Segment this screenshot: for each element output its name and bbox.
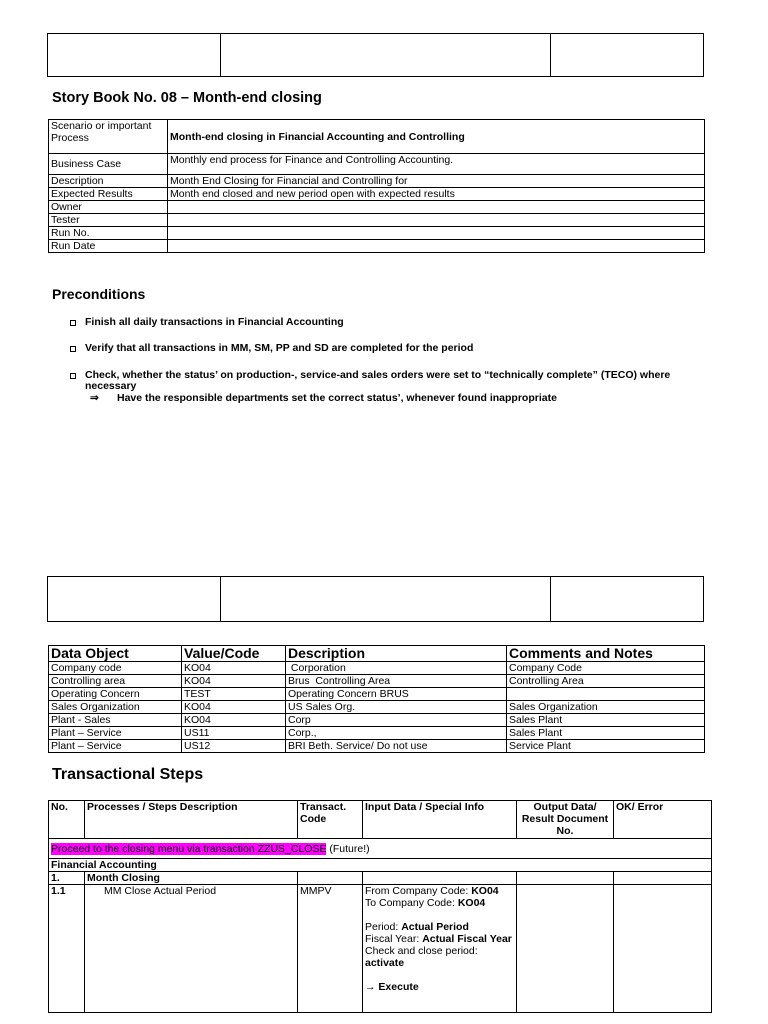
- output-data: [517, 885, 614, 1013]
- info-value: Month End Closing for Financial and Controlling for: [168, 175, 705, 188]
- square-bullet-icon: [70, 346, 76, 352]
- column-header: OK/ Error: [614, 801, 712, 839]
- info-value: [168, 201, 705, 214]
- story-title: Story Book No. 08 – Month-end closing: [52, 90, 322, 106]
- info-value: [168, 240, 705, 253]
- group-number: 1.: [49, 872, 85, 885]
- table-row: Company code KO04 Corporation Company Code: [49, 662, 705, 675]
- info-value: [168, 214, 705, 227]
- table-row: Plant - Sales KO04 Corp Sales Plant: [49, 714, 705, 727]
- table-row: Plant – Service US11 Corp., Sales Plant: [49, 727, 705, 740]
- arrow-right-icon: ⇒: [90, 392, 99, 404]
- header-box-2: [47, 576, 704, 622]
- column-header: Transact. Code: [298, 801, 363, 839]
- square-bullet-icon: [70, 320, 76, 326]
- table-row: Operating Concern TEST Operating Concern BRUS: [49, 688, 705, 701]
- column-header: Processes / Steps Description: [85, 801, 298, 839]
- table-row: [49, 885, 712, 1013]
- list-item: Finish all daily transactions in Financial Accounting: [70, 317, 710, 328]
- header-box-1: [47, 33, 704, 77]
- transaction-code: MMPV: [298, 885, 363, 1013]
- sub-item: ⇒ Have the responsible departments set the correct status’, whenever found inappropriate: [90, 392, 557, 404]
- info-table: [48, 119, 705, 253]
- info-label: Tester: [49, 214, 168, 227]
- list-item: Check, whether the status’ on production-, service-and sales orders were set to “technically complete” (TECO) where necessary ⇒ Have the responsible departments set the correct status’, whenever found inappropriate: [70, 370, 710, 404]
- column-header: Comments and Notes: [507, 646, 705, 662]
- column-header: Value/Code: [182, 646, 286, 662]
- list-item: Verify that all transactions in MM, SM, PP and SD are completed for the period: [70, 343, 710, 354]
- group-label: Month Closing: [85, 872, 298, 885]
- column-header: Data Object: [49, 646, 182, 662]
- info-value: Month-end closing in Financial Accounting and Controlling: [168, 120, 705, 154]
- column-header: No.: [49, 801, 85, 839]
- info-label: Business Case: [49, 154, 168, 175]
- info-label: Scenario or important Process: [49, 120, 168, 154]
- info-value: Monthly end process for Finance and Controlling Accounting.: [168, 154, 705, 175]
- preconditions-list: [70, 317, 710, 404]
- input-data: From Company Code: KO04 To Company Code: KO04 Period: Actual Period Fiscal Year: Actual Fiscal Year Check and close period: activate → Execute: [363, 885, 517, 1013]
- info-label: Run No.: [49, 227, 168, 240]
- info-label: Description: [49, 175, 168, 188]
- steps-table: [48, 800, 712, 1013]
- preconditions-title: Preconditions: [52, 286, 146, 302]
- step-description: MM Close Actual Period: [85, 885, 298, 1013]
- table-row: Sales Organization KO04 US Sales Org. Sales Organization: [49, 701, 705, 714]
- square-bullet-icon: [70, 373, 76, 379]
- section-row: Financial Accounting: [49, 859, 712, 872]
- steps-title: Transactional Steps: [52, 766, 204, 783]
- info-label: Expected Results: [49, 188, 168, 201]
- info-label: Run Date: [49, 240, 168, 253]
- column-header: Description: [286, 646, 507, 662]
- table-row: Controlling area KO04 Brus Controlling Area Controlling Area: [49, 675, 705, 688]
- data-object-table: [48, 645, 705, 753]
- step-number: 1.1: [49, 885, 85, 1013]
- table-row: Plant – Service US12 BRI Beth. Service/ Do not use Service Plant: [49, 740, 705, 753]
- column-header: Output Data/ Result Document No.: [517, 801, 614, 839]
- ok-error: [614, 885, 712, 1013]
- proceed-row: Proceed to the closing menu via transaction ZZUS_CLOSE (Future!): [49, 839, 712, 859]
- info-label: Owner: [49, 201, 168, 214]
- column-header: Input Data / Special Info: [363, 801, 517, 839]
- info-value: Month end closed and new period open with expected results: [168, 188, 705, 201]
- info-value: [168, 227, 705, 240]
